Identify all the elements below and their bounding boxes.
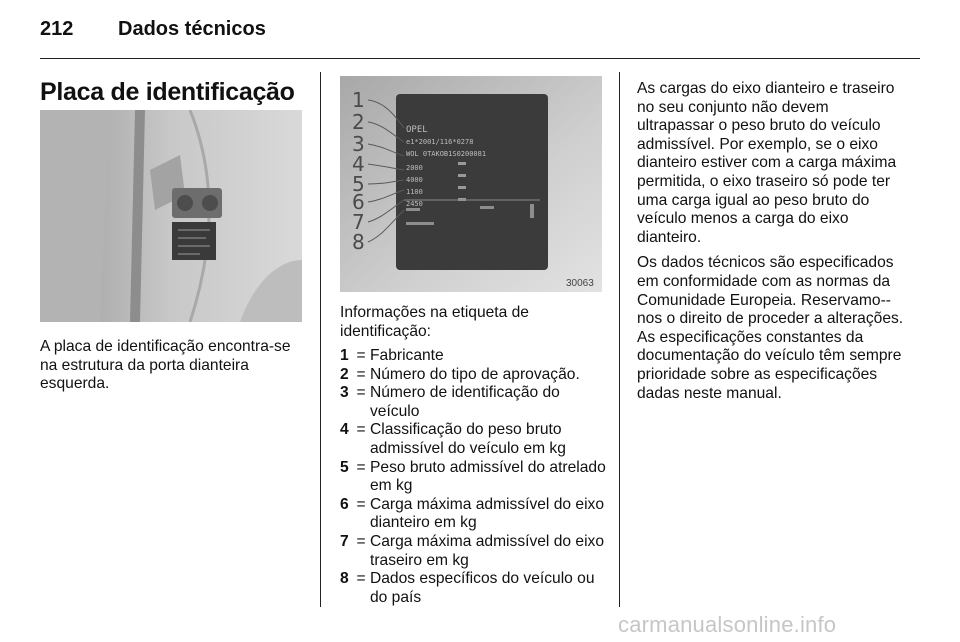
- legend-text: Número de identificação do veículo: [370, 384, 560, 420]
- legend-number: 3: [340, 384, 349, 402]
- legend-equals: =: [356, 365, 366, 383]
- legend-item: [340, 496, 612, 533]
- legend-item: [340, 421, 612, 458]
- legend-list: [340, 347, 612, 607]
- page-header-title: Dados técnicos: [118, 18, 266, 40]
- legend-text: Fabricante: [370, 347, 444, 364]
- identification-plate-illustration: [340, 76, 602, 292]
- legend-item: [340, 459, 612, 496]
- legend-intro: Informações na etiqueta de identificação:: [340, 304, 529, 340]
- legend-number: 2: [340, 365, 349, 383]
- callout-number: 7: [352, 210, 365, 234]
- left-paragraph: A placa de identificação encontra-se na estrutura da porta dianteira esquerda.: [40, 338, 291, 393]
- legend-text: Carga máxima admissível do eixo traseiro em kg: [370, 532, 604, 569]
- plate-line: WOL 0TAKOB1S0200081: [406, 150, 487, 158]
- legend-equals: =: [356, 347, 366, 364]
- legend-equals: =: [356, 570, 366, 588]
- column-divider-1: [320, 72, 321, 607]
- legend-equals: =: [356, 384, 366, 402]
- right-paragraph: Os dados técnicos são especificados em conformidade com as normas da Comunidade Europeia. Reservamo--nos o direito de proceder a alterações. As especificações constantes da documentação do veículo têm sempre prioridade sobre as especificações dadas neste manual.: [637, 254, 904, 402]
- plate-line: 2450: [406, 200, 423, 208]
- legend-equals: =: [356, 458, 366, 476]
- legend-item: [340, 384, 612, 421]
- right-paragraph: As cargas do eixo dianteiro e traseiro no seu conjunto não devem ultrapassar o peso bruto do veículo admissível. Por exemplo, se o eixo dianteiro estiver com a carga máxima permitida, o eixo traseiro só pode ter uma carga igual ao peso bruto do veículo menos a carga do eixo dianteiro.: [637, 80, 897, 246]
- callout-number: 1: [352, 88, 365, 112]
- callout-numbers: [352, 88, 365, 254]
- plate-line: 2000: [406, 164, 423, 172]
- legend-item: [340, 533, 612, 570]
- callout-number: 3: [352, 132, 365, 156]
- legend-text: Classificação do peso bruto admissível do veículo em kg: [370, 421, 566, 457]
- legend-number: 5: [340, 458, 349, 476]
- legend-item: [340, 570, 612, 607]
- page-number: 212: [40, 18, 74, 40]
- watermark: carmanualsonline.info: [618, 612, 837, 637]
- legend-text: Dados específicos do veículo ou do país: [370, 570, 595, 606]
- legend-equals: =: [356, 532, 366, 550]
- callout-number: 5: [352, 172, 365, 196]
- callout-number: 2: [352, 110, 365, 134]
- section-title: Placa de identificação: [40, 78, 295, 106]
- header-rule: [40, 58, 920, 59]
- legend-number: 4: [340, 421, 349, 439]
- plate-line: 4000: [406, 176, 423, 184]
- legend-number: 1: [340, 347, 349, 364]
- door-pillar-illustration: [40, 110, 302, 322]
- column-divider-2: [619, 72, 620, 607]
- callout-number: 4: [352, 152, 365, 176]
- legend-text: Carga máxima admissível do eixo dianteiro em kg: [370, 495, 604, 532]
- legend-item: [340, 347, 612, 366]
- legend-number: 8: [340, 570, 349, 588]
- plate-line: e1*2001/116*0278: [406, 138, 474, 146]
- plate-line: 1100: [406, 188, 423, 196]
- legend-equals: =: [356, 421, 366, 439]
- right-column: [637, 80, 907, 410]
- callout-number: 6: [352, 190, 365, 214]
- figure-number: 30063: [566, 278, 594, 289]
- legend-text: Número do tipo de aprovação.: [370, 365, 580, 383]
- plate-line: OPEL: [406, 125, 428, 135]
- legend-text: Peso bruto admissível do atrelado em kg: [370, 458, 606, 495]
- legend-item: [340, 366, 612, 385]
- legend-equals: =: [356, 495, 366, 513]
- legend-number: 7: [340, 532, 349, 550]
- callout-number: 8: [352, 230, 365, 254]
- legend-number: 6: [340, 495, 349, 513]
